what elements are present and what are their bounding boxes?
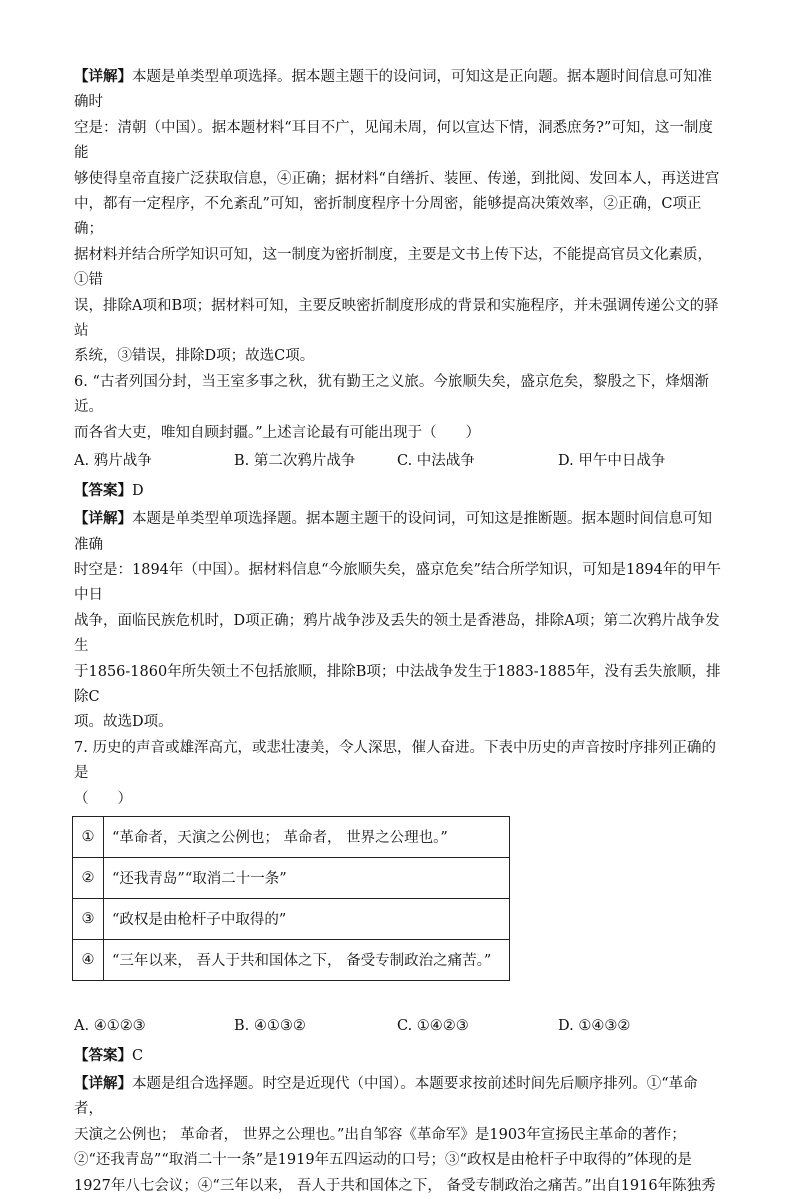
q5-detail (74, 64, 724, 370)
detail-line: 天演之公例也； 革命者， 世界之公理也。”出自邹容《革命军》是1903年宣扬民主革命的著作； (74, 1126, 686, 1143)
table-cell-text: “政权是由枪杆子中取得的” (104, 898, 510, 939)
question-7 (74, 736, 724, 1199)
question-stem: 7. 历史的声音或雄浑高亢，或悲壮凄美，令人深思，催人奋进。下表中历史的声音按时序排列正确的是 (74, 739, 716, 782)
detail-line: 空是：清朝（中国）。据本题材料“耳目不广，见闻未周，何以宣达下情，洞悉庶务?”可知，这一制度能 (74, 119, 713, 162)
option-b: B. 第二次鸦片战争 (234, 453, 356, 470)
option-d: D. 甲午中日战争 (558, 453, 666, 470)
answer-tag: 【答案】 (74, 482, 132, 500)
answer-tag: 【答案】 (74, 1046, 132, 1064)
detail-line: 于1856-1860年所失领土不包括旅顺，排除B项；中法战争发生于1883-1885年，没有丢失旅顺，排除C (74, 663, 721, 705)
table-cell-num: ③ (73, 898, 104, 939)
answer-value: C (132, 1047, 144, 1064)
options-row (74, 446, 724, 476)
table-cell-text: “还我青岛”“取消二十一条” (104, 857, 510, 898)
question-stem: （ ） (74, 790, 132, 807)
detail-line: 系统，③错误，排除D项；故选C项。 (74, 348, 315, 365)
option-c: C. 中法战争 (397, 453, 475, 470)
detail-line: 中，都有一定程序，不允紊乱”可知，密折制度程序十分周密，能够提高决策效率，②正确，C项正确； (74, 196, 702, 238)
option-b: B. ④①③② (234, 1017, 306, 1034)
table-cell-num: ④ (73, 939, 104, 980)
detail-line: 【详解】本题是组合选择题。时空是近现代（中国）。本题要求按前述时间先后顺序排列。①“革命者， (74, 1074, 698, 1118)
table-cell-num: ① (73, 816, 104, 857)
detail-line: ②“还我青岛”“取消二十一条”是1919年五四运动的口号；③“政权是由枪杆子中取得的”体现的是 (74, 1152, 692, 1169)
answer-line (74, 1041, 724, 1071)
table-cell-text: “革命者，天演之公例也； 革命者， 世界之公理也。” (104, 816, 510, 857)
option-a: A. ④①②③ (74, 1017, 146, 1034)
detail-line: 项。故选D项。 (74, 714, 173, 731)
detail-line: 据材料并结合所学知识可知，这一制度为密折制度，主要是文书上传下达，不能提高官员文化素质，①错 (74, 246, 712, 289)
answer-value: D (132, 483, 144, 500)
document-page (74, 64, 724, 1199)
detail-tag: 【详解】 (74, 68, 132, 85)
detail-tag: 【详解】 (74, 510, 132, 528)
table-cell-text: “三年以来， 吾人于共和国体之下， 备受专制政治之痛苦。” (104, 939, 510, 980)
question-stem: 6. “古者列国分封，当王室多事之秋，犹有勤王之义旅。今旅顺失矣，盛京危矣，黎殷之下，烽烟渐近。 (74, 373, 709, 416)
option-c: C. ①④②③ (397, 1017, 469, 1034)
detail-line: 误，排除A项和B项；据材料可知，主要反映密折制度形成的背景和实施程序，并未强调传递公文的驿站 (74, 297, 719, 340)
table-row (73, 898, 510, 939)
question-6 (74, 370, 724, 736)
table-row (73, 939, 510, 980)
quotes-table (72, 816, 510, 981)
option-d: D. ①④③② (558, 1017, 631, 1034)
detail-line: 够使得皇帝直接广泛获取信息，④正确；据材料“自缮折、装匣、传递，到批阅、发回本人，再送进宫 (74, 170, 720, 187)
table-row (73, 857, 510, 898)
table-row (73, 816, 510, 857)
detail-tag: 【详解】 (74, 1074, 132, 1092)
answer-line (74, 476, 724, 506)
detail-line: 【详解】本题是单类型单项选择题。据本题主题干的设问词，可知这是推断题。据本题时间信息可知准确 (74, 510, 712, 553)
table-cell-num: ② (73, 857, 104, 898)
detail-line: 【详解】本题是单类型单项选择。据本题主题干的设问词，可知这是正向题。据本题时间信息可知准确时 (74, 68, 712, 111)
option-a: A. 鸦片战争 (74, 453, 152, 470)
options-row (74, 1011, 724, 1041)
detail-line: 战争，面临民族危机时，D项正确；鸦片战争涉及丢失的领土是香港岛，排除A项；第二次鸦片战争发生 (74, 612, 720, 655)
detail-line: 1927年八七会议；④“三年以来， 吾人于共和国体之下， 备受专制政治之痛苦。”出自1916年陈独秀 (74, 1177, 716, 1194)
detail-line: 时空是：1894年（中国）。据材料信息“今旅顺失矣，盛京危矣”结合所学知识，可知是1894年的甲午中日 (74, 561, 721, 604)
question-stem: 而各省大吏，唯知自顾封疆。”上述言论最有可能出现于（ ） (74, 424, 481, 441)
